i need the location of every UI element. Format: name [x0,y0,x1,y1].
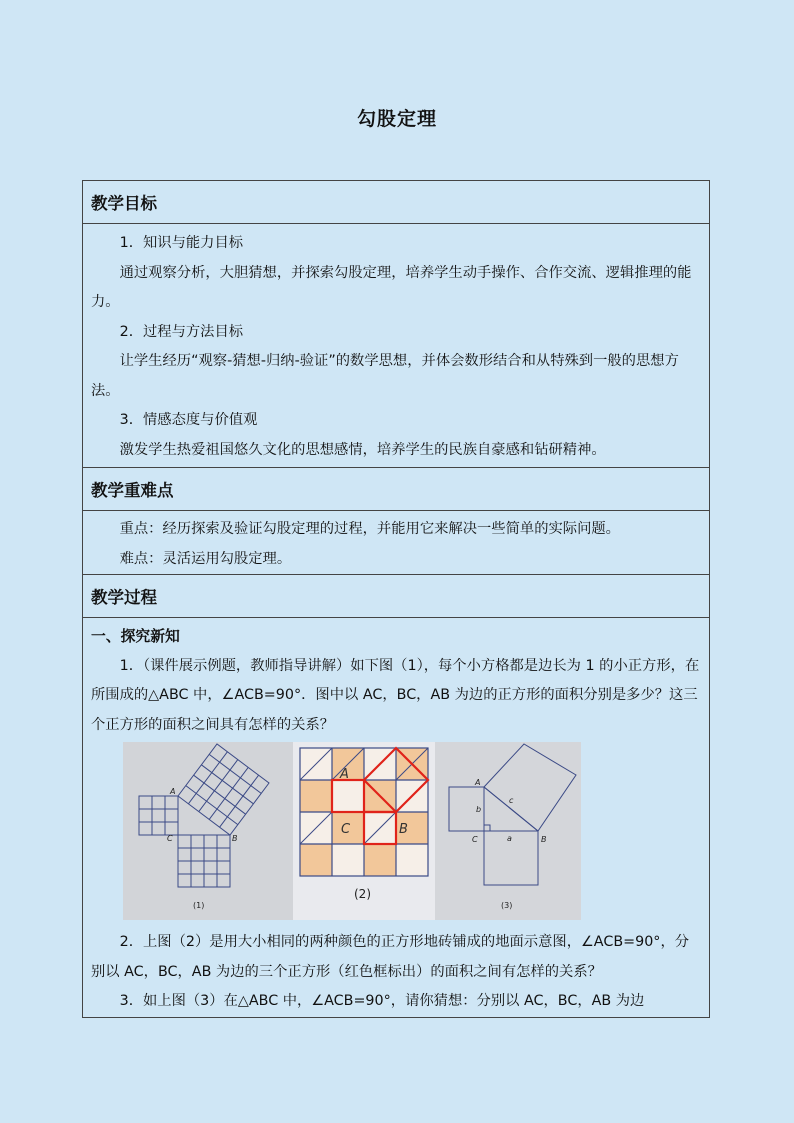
objective-line: 1．知识与能力目标 [119,235,244,251]
fig3-side-a: a [507,834,512,843]
keypoints-heading-text: 教学重难点 [91,481,174,500]
fig3-side-c: c [509,796,514,805]
fig3-caption: (3) [501,901,513,910]
question-3: 3．如上图（3）在△ABC 中，∠ACB=90°，请你猜想：分别以 AC，BC，AB 为边 [119,993,645,1009]
page-title: 勾股定理 [356,108,437,130]
objectives-heading [83,181,709,224]
keypoint-line: 难点：灵活运用勾股定理。 [119,550,292,567]
fig3-label-a: A [475,778,481,787]
objective-line: 通过观察分析，大胆猜想，并探索勾股定理，培养学生动手操作、合作交流、逻辑推理的能力。 [91,264,692,310]
objectives-body [83,224,709,468]
keypoint-line: 重点：经历探索及验证勾股定理的过程，并能用它来解决一些简单的实际问题。 [119,521,620,537]
process-body [83,618,709,987]
figure-2 [293,742,435,920]
fig1-label-c: C [167,834,173,843]
keypoints-body [83,511,709,575]
fig3-label-b: B [541,835,547,844]
figure-row [91,742,703,920]
process-subheading: 一、探究新知 [91,628,180,645]
objective-line: 3．情感态度与价值观 [119,412,258,428]
lesson-table [82,180,710,1018]
fig3-side-b: b [476,805,482,814]
fig2-label-b: B [399,822,408,837]
objectives-heading-text: 教学目标 [91,194,157,213]
question-1: 1．（课件展示例题，教师指导讲解）如下图（1），每个小方格都是边长为 1 的小正方形，在所围成的△ABC 中，∠ACB=90°．图中以 AC，BC，AB 为边的正方形的面积分别是多少？这三个正方形的面积之间具有怎样的关系？ [91,657,700,733]
keypoints-heading [83,468,709,511]
fig1-label-a: A [170,787,176,796]
process-body-continued [83,987,709,1018]
fig3-label-c: C [472,835,478,844]
fig1-label-b: B [232,834,238,843]
process-heading [83,575,709,618]
objective-line: 2．过程与方法目标 [119,323,244,340]
figure-3 [435,742,581,920]
process-heading-text: 教学过程 [91,588,157,607]
fig2-caption: (2) [354,887,371,901]
question-2: 2．上图（2）是用大小相同的两种颜色的正方形地砖铺成的地面示意图，∠ACB=90°，分别以 AC，BC，AB 为边的三个正方形（红色框标出）的面积之间有怎样的关系？ [91,934,690,980]
objective-line: 让学生经历“观察-猜想-归纳-验证”的数学思想，并体会数形结合和从特殊到一般的思想方法。 [91,353,679,399]
fig2-label-a: A [340,767,349,782]
fig2-label-c: C [341,822,351,837]
objective-line: 激发学生热爱祖国悠久文化的思想感情，培养学生的民族自豪感和钻研精神。 [119,441,606,458]
fig1-caption: (1) [193,901,205,910]
figure-1 [123,742,293,920]
